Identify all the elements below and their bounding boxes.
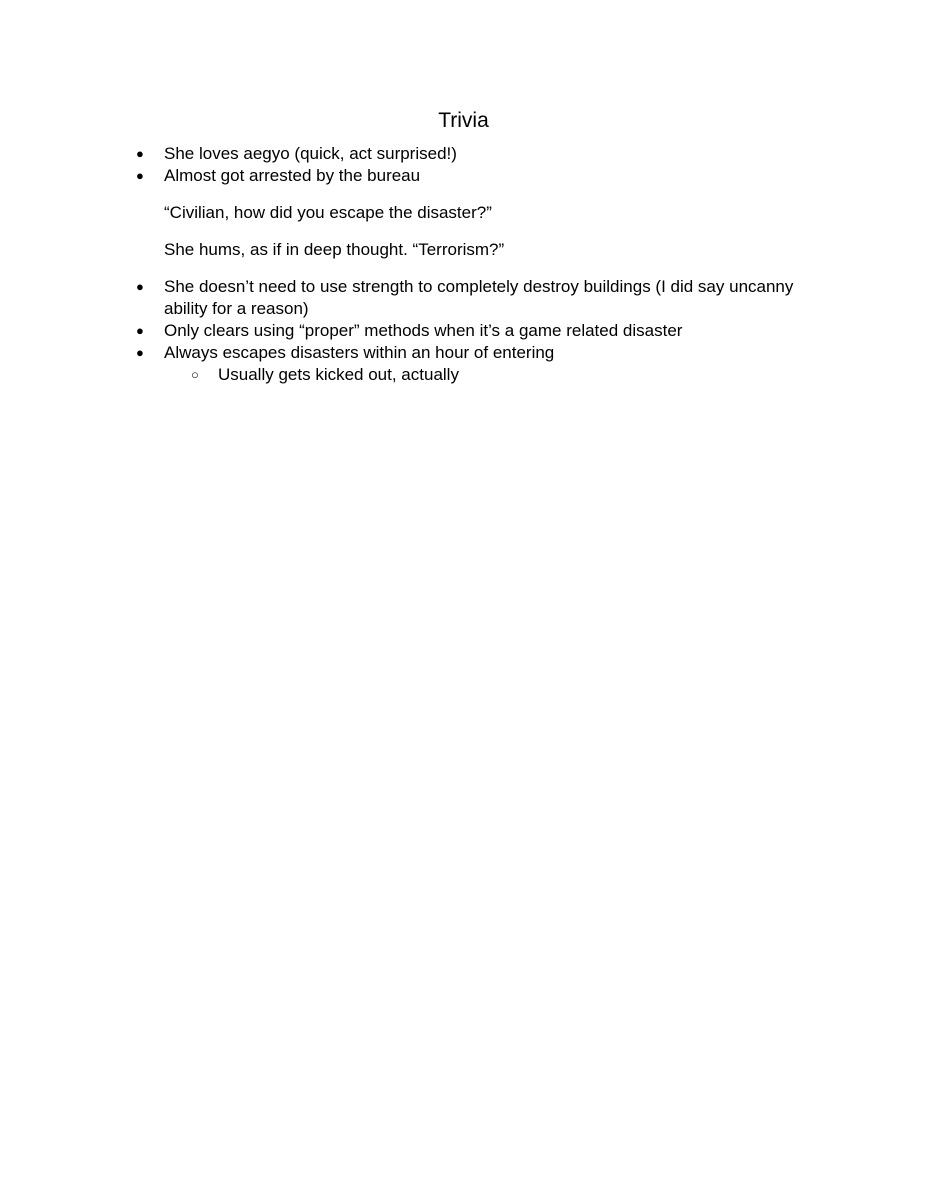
list-item-text: She loves aegyo (quick, act surprised!)	[164, 144, 457, 163]
list-item-text: Only clears using “proper” methods when it’s a game related disaster	[164, 321, 683, 340]
document-title: Trivia	[438, 109, 489, 132]
bullet-icon: ●	[136, 146, 144, 161]
list-item	[136, 165, 796, 187]
list-item-text: Always escapes disasters within an hour of entering	[164, 343, 555, 362]
quote-line: “Civilian, how did you escape the disaster?”	[164, 203, 492, 222]
trivia-sublist	[136, 364, 796, 386]
trivia-list-top	[136, 143, 796, 187]
bullet-icon: ●	[136, 168, 144, 183]
bullet-icon: ●	[136, 323, 144, 338]
list-item	[136, 276, 796, 320]
sub-list-item	[136, 364, 796, 386]
trivia-list-bottom	[136, 276, 796, 364]
bullet-icon: ●	[136, 345, 144, 360]
hollow-bullet-icon: ○	[191, 367, 199, 382]
list-item	[136, 143, 796, 165]
document-body	[136, 143, 796, 386]
list-item	[136, 342, 796, 364]
bullet-icon: ●	[136, 279, 144, 294]
sub-list-item-text: Usually gets kicked out, actually	[218, 365, 459, 384]
list-item-text: Almost got arrested by the bureau	[164, 166, 421, 185]
list-item	[136, 320, 796, 342]
quote-block	[136, 202, 796, 261]
quote-line: She hums, as if in deep thought. “Terrorism?”	[164, 240, 505, 259]
list-item-text: She doesn’t need to use strength to completely destroy buildings (I did say uncanny ability for a reason)	[164, 277, 794, 318]
